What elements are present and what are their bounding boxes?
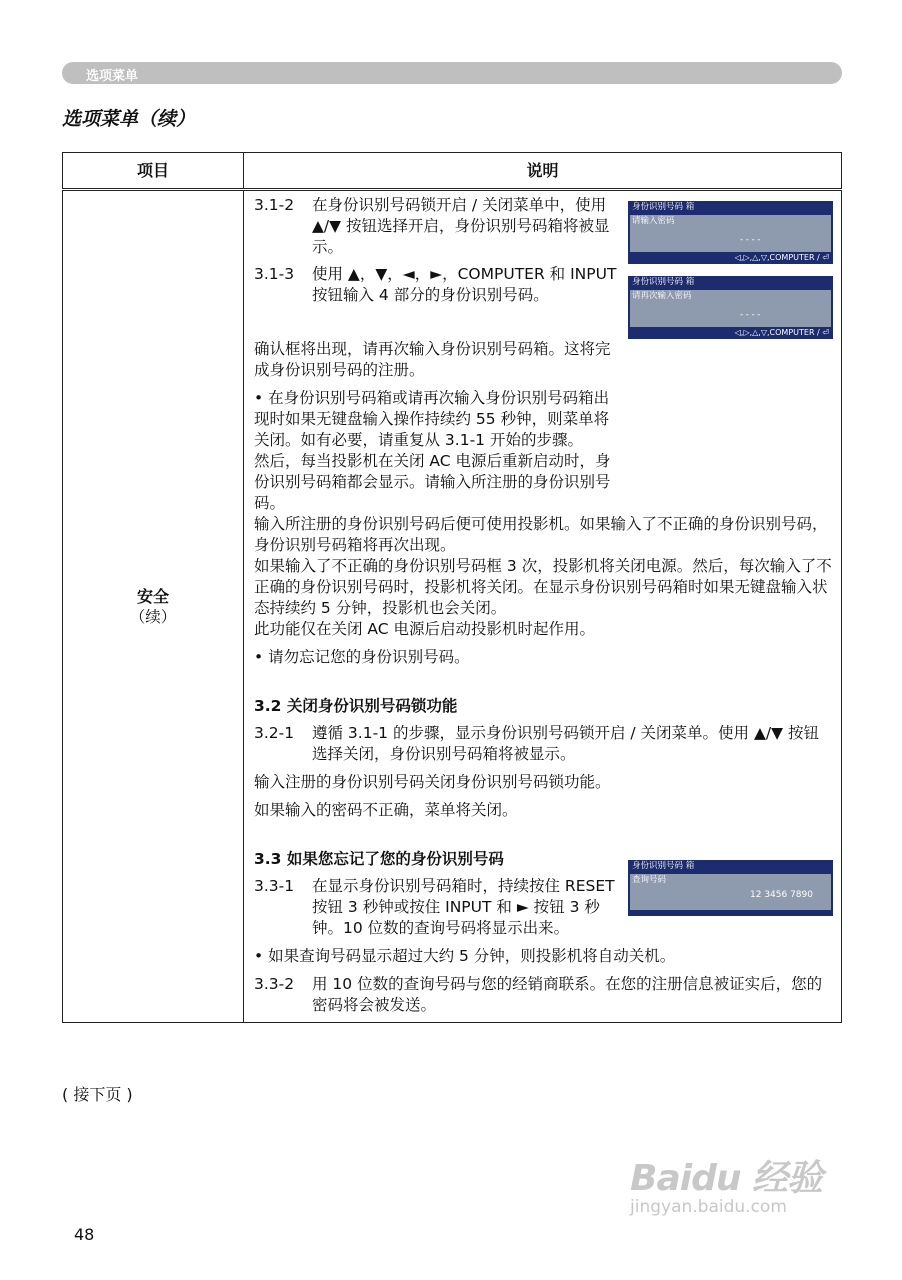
para-disable: 输入注册的身份识别号码关闭身份识别号码锁功能。 [254, 773, 611, 791]
continued-note: ( 接下页 ) [62, 1085, 133, 1104]
para-wrong-code: 如果输入了不正确的身份识别号码框 3 次，投影机将关闭电源。然后，每次输入了不正确的身份识别号码时，投影机将关闭。在显示身份识别号码箱时如果无键盘输入状态持续约 5 分钟，投影机也会关闭。 [254, 557, 832, 617]
bullet-timeout: • 在身份识别号码箱或请再次输入身份识别号码箱出现时如果无键盘输入操作持续约 55 秒钟，则菜单将关闭。如有必要，请重复从 3.1-1 开始的步骤。 [254, 389, 610, 449]
options-table [62, 152, 842, 1023]
bullet-timeout-cont: 然后，每当投影机在关闭 AC 电源后重新启动时，身份识别号码箱都会显示。请输入所注册的身份识别号码。 [254, 452, 611, 512]
item-continued: （续） [129, 607, 177, 626]
page-number: 48 [74, 1225, 95, 1244]
section-header-bar [62, 62, 842, 84]
para-usage: 输入所注册的身份识别号码后便可使用投影机。如果输入了不正确的身份识别号码，身份识别号码箱将再次出现。 [254, 515, 828, 554]
step-3-2-1: 3.2-1 遵循 3.1-1 的步骤，显示身份识别号码锁开启 / 关闭菜单。使用 ▲/▼ 按钮选择关闭，身份识别号码箱将被显示。 [254, 724, 819, 763]
watermark-url: jingyan.baidu.com [630, 1197, 787, 1217]
item-cell [63, 190, 244, 1023]
section-3-3-heading: 3.3 如果您忘记了您的身份识别号码 [254, 850, 504, 868]
bullet-auto-off: • 如果查询号码显示超过大约 5 分钟，则投影机将自动关机。 [254, 947, 676, 965]
watermark-logo: Baidu 经验 [630, 1158, 823, 1199]
section-header-label: 选项菜单 [86, 69, 139, 84]
confirm-text: 确认框将出现，请再次输入身份识别号码箱。这将完成身份识别号码的注册。 [254, 340, 611, 379]
pin-box-screen: 身份识别号码 箱 请输入密码 - - - - ◁,▷,△,▽,COMPUTER / ⏎ [628, 201, 833, 264]
page-title: 选项菜单（续） [62, 108, 196, 130]
pin-reenter-screen: 身份识别号码 箱 请再次输入密码 - - - - ◁,▷,△,▽,COMPUTER / ⏎ [628, 276, 833, 339]
bullet-remember: • 请勿忘记您的身份识别号码。 [254, 648, 470, 666]
para-ac-power: 此功能仅在关闭 AC 电源后启动投影机时起作用。 [254, 620, 596, 638]
step-3-3-1: 3.3-1 在显示身份识别号码箱时，持续按住 RESET 按钮 3 秒钟或按住 INPUT 和 ► 按钮 3 秒钟。10 位数的查询号码将显示出来。 [254, 877, 615, 937]
baidu-watermark [630, 1150, 822, 1217]
step-3-3-2: 3.3-2 用 10 位数的查询号码与您的经销商联系。在您的注册信息被证实后，您的密码将会被发送。 [254, 975, 823, 1014]
step-3-1-3: 3.1-3 使用 ▲，▼，◄，►，COMPUTER 和 INPUT 按钮输入 4 部分的身份识别号码。 [254, 265, 617, 304]
column-header-item: 项目 [63, 153, 244, 190]
section-3-2-heading: 3.2 关闭身份识别号码锁功能 [254, 697, 458, 715]
description-cell [244, 190, 842, 1023]
column-header-description: 说明 [244, 153, 842, 190]
table-row [63, 190, 842, 1023]
step-3-1-2: 3.1-2 在身份识别号码锁开启 / 关闭菜单中，使用 ▲/▼ 按钮选择开启，身份识别号码箱将被显示。 [254, 196, 610, 256]
item-name: 安全 [136, 586, 169, 606]
para-wrong-password: 如果输入的密码不正确，菜单将关闭。 [254, 801, 518, 819]
inquiry-code-screen: 身份识别号码 箱 查询号码 12 3456 7890 [628, 860, 833, 916]
